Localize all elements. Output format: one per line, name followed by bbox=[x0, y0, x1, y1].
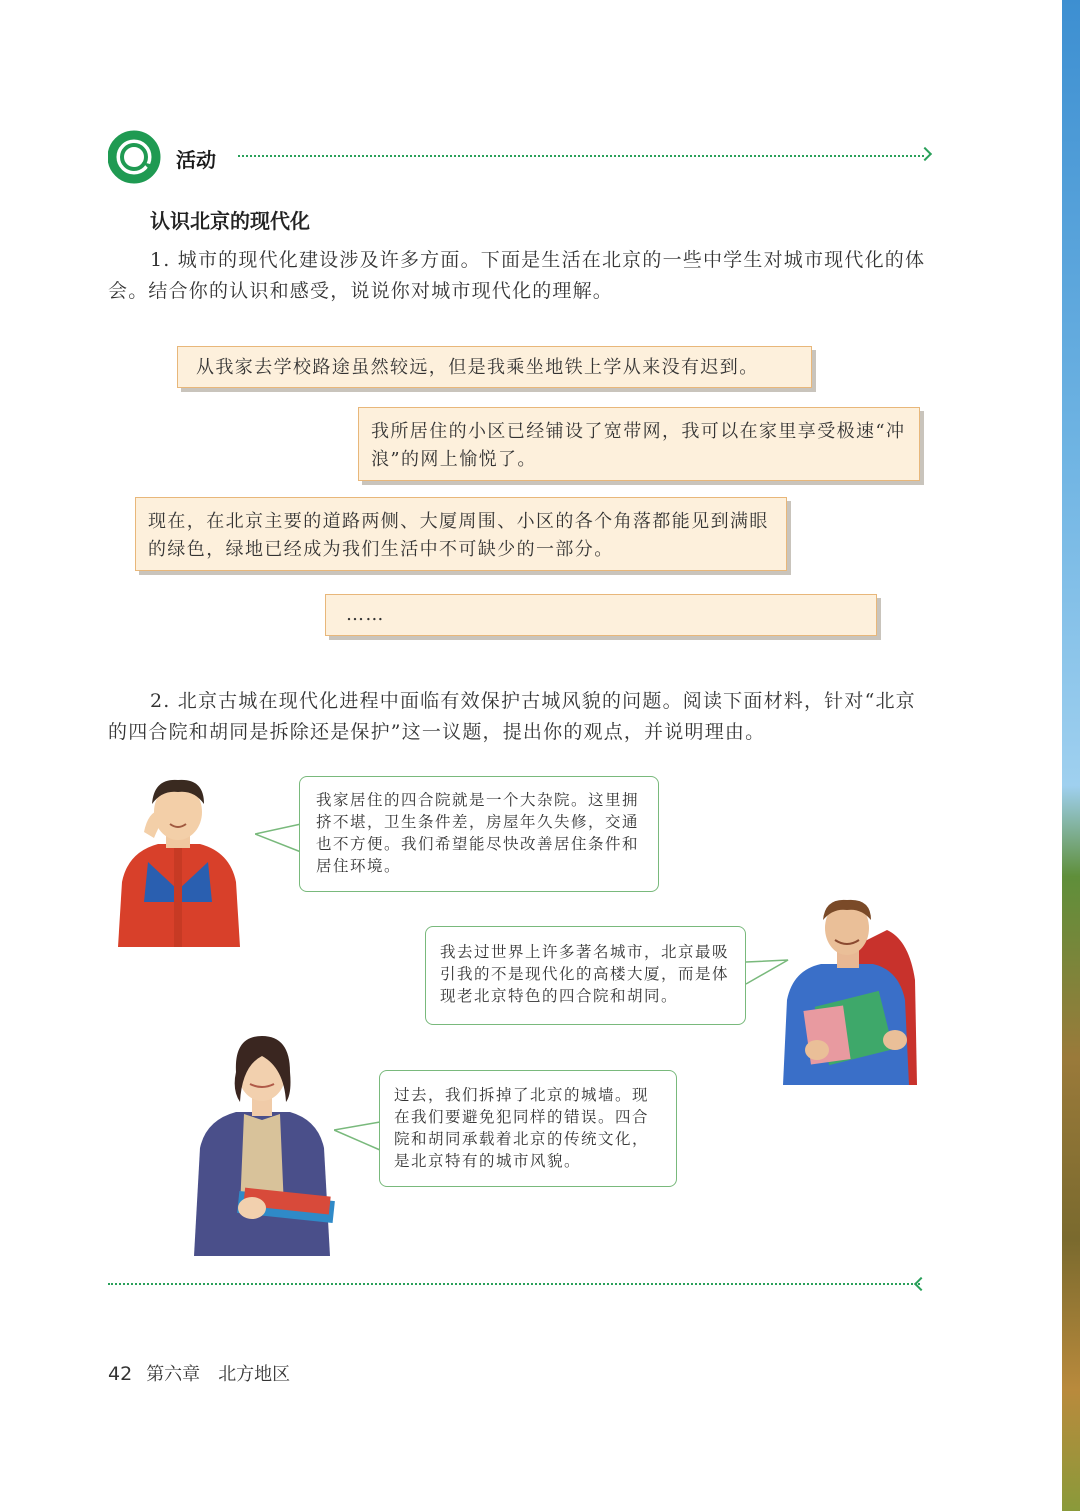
arrow-left-icon bbox=[914, 1277, 928, 1291]
opinion-card-greenery: 现在，在北京主要的道路两侧、大厦周围、小区的各个角落都能见到满眼的绿色，绿地已经成为我们生活中不可缺少的一部分。 bbox=[135, 497, 787, 571]
opinion-card-subway: 从我家去学校路途虽然较远，但是我乘坐地铁上学从来没有迟到。 bbox=[177, 346, 812, 388]
tourist-illustration bbox=[777, 890, 922, 1085]
bubble-tail-3 bbox=[334, 1120, 382, 1154]
opinion-card-more: …… bbox=[325, 594, 877, 636]
side-photo-strip bbox=[1062, 0, 1080, 1511]
section-title: 认识北京的现代化 bbox=[150, 209, 310, 233]
arrow-right-icon bbox=[918, 147, 932, 161]
page-number: 42 bbox=[108, 1363, 133, 1385]
header-dotted-line bbox=[238, 155, 924, 157]
speech-bubble-tourist: 我去过世界上许多著名城市，北京最吸引我的不是现代化的高楼大厦，而是体现老北京特色的四合院和胡同。 bbox=[425, 926, 746, 1025]
question-1: 1. 城市的现代化建设涉及许多方面。下面是生活在北京的一些中学生对城市现代化的体会。结合你的认识和感受，说说你对城市现代化的理解。 bbox=[108, 249, 926, 302]
question-2: 2. 北京古城在现代化进程中面临有效保护古城风貌的问题。阅读下面材料，针对“北京的四合院和胡同是拆除还是保护”这一议题，提出你的观点，并说明理由。 bbox=[108, 690, 916, 743]
speech-bubble-official: 过去，我们拆掉了北京的城墙。现在我们要避免犯同样的错误。四合院和胡同承载着北京的传统文化，是北京特有的城市风貌。 bbox=[379, 1070, 677, 1187]
footer-dotted-line bbox=[108, 1283, 920, 1285]
activity-title: 活动 bbox=[176, 148, 216, 172]
activity-header bbox=[108, 130, 938, 186]
opinion-card-broadband: 我所居住的小区已经铺设了宽带网，我可以在家里享受极速“冲浪”的网上愉悦了。 bbox=[358, 407, 920, 481]
activity-magnifier-icon bbox=[108, 130, 164, 186]
speech-bubble-resident: 我家居住的四合院就是一个大杂院。这里拥挤不堪，卫生条件差，房屋年久失修，交通也不方便。我们希望能尽快改善居住条件和居住环境。 bbox=[299, 776, 659, 892]
official-woman-illustration bbox=[190, 1028, 335, 1256]
resident-boy-illustration bbox=[108, 772, 248, 947]
bubble-tail-1 bbox=[255, 822, 303, 856]
chapter-number: 第六章 bbox=[146, 1364, 201, 1385]
page-footer bbox=[108, 1360, 290, 1386]
chapter-title: 北方地区 bbox=[218, 1364, 291, 1385]
